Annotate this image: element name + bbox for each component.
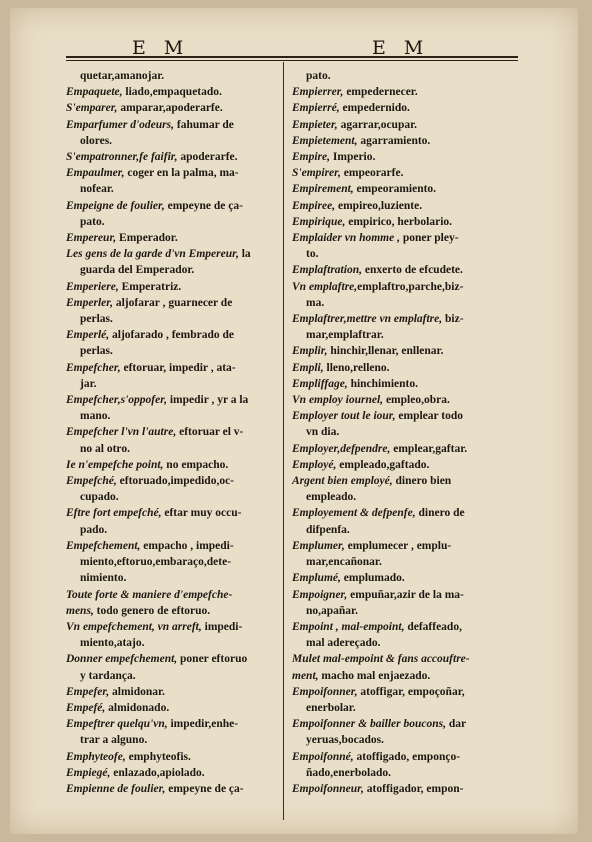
- dictionary-entry: [66, 749, 288, 765]
- entry-headword: Emphyteofe,: [66, 750, 126, 763]
- dictionary-entry: [66, 538, 288, 554]
- dictionary-entry: [292, 360, 516, 376]
- entry-translation: ma.: [306, 296, 325, 309]
- dictionary-entry: [292, 424, 516, 440]
- entry-translation: emplumado.: [340, 572, 405, 585]
- entry-translation: lleno,relleno.: [323, 361, 390, 374]
- entry-headword: Empefer,: [66, 685, 110, 698]
- entry-headword: Employé,: [292, 458, 337, 471]
- entry-translation: eftoruar el v-: [176, 426, 244, 439]
- entry-translation: enerbolar.: [306, 701, 356, 714]
- entry-translation: todo genero de eftoruo.: [93, 604, 211, 617]
- entry-translation: empedernecer.: [343, 86, 418, 99]
- dictionary-entry: [66, 619, 288, 635]
- entry-headword: S'emparer,: [66, 102, 118, 115]
- entry-translation: atoffigado, emponço-: [353, 750, 461, 763]
- entry-translation: mano.: [80, 410, 111, 423]
- entry-headword: Empoifonner & bailler boucons,: [292, 718, 446, 731]
- entry-translation: perlas.: [80, 313, 113, 326]
- dictionary-entry: [292, 554, 516, 570]
- entry-translation: pato.: [80, 215, 105, 228]
- entry-translation: aljofarar , guarnecer de: [112, 296, 233, 309]
- entry-headword: Empefcher,s'oppofer,: [66, 394, 167, 407]
- entry-headword: Empefché,: [66, 475, 117, 488]
- entry-headword: Empierrer,: [292, 86, 344, 99]
- entry-headword: Eftre fort empefché,: [66, 507, 162, 520]
- entry-translation: amparar,apoderarfe.: [117, 102, 223, 115]
- dictionary-entry: [66, 505, 288, 521]
- entry-translation: perlas.: [80, 345, 113, 358]
- entry-translation: Emperador.: [116, 232, 178, 245]
- header-rule: [66, 56, 518, 58]
- dictionary-entry: [292, 376, 516, 392]
- dictionary-entry: [66, 295, 288, 311]
- dictionary-entry: [292, 505, 516, 521]
- entry-translation: poner pley-: [399, 232, 459, 245]
- entry-translation: no al otro.: [80, 442, 130, 455]
- entry-translation: macho mal enjaezado.: [318, 669, 431, 682]
- right-column: [292, 68, 516, 797]
- entry-translation: nimiento.: [80, 572, 127, 585]
- dictionary-entry: [66, 84, 288, 100]
- entry-headword: Empiegé,: [66, 766, 111, 779]
- dictionary-entry: [292, 538, 516, 554]
- entry-translation: cupado.: [80, 491, 119, 504]
- dictionary-entry: [66, 716, 288, 732]
- entry-translation: miento,atajo.: [80, 637, 145, 650]
- entry-headword: Empire,: [292, 151, 331, 164]
- dictionary-entry: [66, 765, 288, 781]
- entry-translation: dinero de: [415, 507, 465, 520]
- entry-headword: S'empatronner,fe faifir,: [66, 151, 178, 164]
- dictionary-entry: [292, 198, 516, 214]
- dictionary-entry: [292, 327, 516, 343]
- entry-translation: empeyne de ça-: [164, 199, 243, 212]
- entry-headword: Empefcher,: [66, 361, 121, 374]
- entry-translation: no,apañar.: [306, 604, 358, 617]
- entry-translation: emplear todo: [395, 410, 464, 423]
- entry-headword: Les gens de la garde d'vn Empereur,: [66, 248, 239, 261]
- entry-headword: Employer tout le iour,: [292, 410, 396, 423]
- dictionary-entry: [292, 68, 516, 84]
- entry-translation: empleado.: [306, 491, 357, 504]
- dictionary-entry: [66, 311, 288, 327]
- dictionary-entry: [292, 149, 516, 165]
- dictionary-entry: [292, 749, 516, 765]
- running-head-right: E M: [372, 37, 430, 59]
- dictionary-entry: [292, 392, 516, 408]
- entry-headword: Empoifonner,: [292, 685, 358, 698]
- dictionary-entry: [292, 716, 516, 732]
- entry-translation: guarda del Emperador.: [80, 264, 195, 277]
- entry-translation: coger en la palma, ma-: [124, 167, 239, 180]
- entry-translation: agarramiento.: [357, 134, 431, 147]
- entry-headword: Empoigner,: [292, 588, 348, 601]
- dictionary-entry: [292, 684, 516, 700]
- dictionary-entry: [66, 149, 288, 165]
- dictionary-entry: [66, 603, 288, 619]
- dictionary-entry: [292, 295, 516, 311]
- entry-translation: quetar,amanojar.: [80, 70, 165, 82]
- dictionary-entry: [292, 781, 516, 797]
- entry-headword: Emplaftration,: [292, 264, 362, 277]
- entry-translation: jar.: [80, 377, 97, 390]
- entry-translation: pato.: [306, 70, 331, 82]
- entry-translation: empirico, herbolario.: [345, 215, 453, 228]
- entry-headword: Employer,defpendre,: [292, 442, 391, 455]
- dictionary-entry: [66, 700, 288, 716]
- entry-headword: Toute forte & maniere d'empefche-: [66, 588, 233, 601]
- dictionary-entry: [66, 133, 288, 149]
- entry-translation: empedernido.: [339, 102, 410, 115]
- entry-translation: apoderarfe.: [177, 151, 238, 164]
- entry-headword: Ie n'empefche point,: [66, 458, 164, 471]
- dictionary-entry: [292, 489, 516, 505]
- entry-translation: aljofarado , fembrado de: [109, 329, 235, 342]
- entry-headword: Empirement,: [292, 183, 354, 196]
- entry-headword: Empereur,: [66, 232, 117, 245]
- entry-translation: hinchimiento.: [347, 377, 418, 390]
- entry-translation: trar a alguno.: [80, 734, 148, 747]
- entry-headword: Empefcher l'vn l'autre,: [66, 426, 177, 439]
- entry-translation: empleo,obra.: [383, 394, 450, 407]
- entry-headword: Emperlé,: [66, 329, 110, 342]
- dictionary-entry: [66, 554, 288, 570]
- dictionary-entry: [292, 165, 516, 181]
- entry-translation: atoffigador, empon-: [363, 782, 464, 795]
- dictionary-entry: [66, 343, 288, 359]
- entry-translation: impedir,enhe-: [167, 718, 239, 731]
- entry-headword: Argent bien employé,: [292, 475, 393, 488]
- dictionary-entry: [292, 133, 516, 149]
- dictionary-entry: [66, 408, 288, 424]
- entry-translation: fahumar de: [174, 118, 234, 131]
- entry-headword: Empeftrer quelqu'vn,: [66, 718, 168, 731]
- entry-translation: almidonar.: [109, 685, 165, 698]
- dictionary-entry: [66, 441, 288, 457]
- entry-headword: Empienne de foulier,: [66, 782, 166, 795]
- entry-headword: Empiree,: [292, 199, 336, 212]
- dictionary-entry: [292, 181, 516, 197]
- entry-headword: Mulet mal-empoint & fans accouftre-: [292, 653, 470, 666]
- entry-headword: mens,: [66, 604, 94, 617]
- dictionary-entry: [66, 489, 288, 505]
- dictionary-entry: [292, 635, 516, 651]
- entry-translation: olores.: [80, 134, 113, 147]
- dictionary-entry: [292, 230, 516, 246]
- entry-headword: Empaquete,: [66, 86, 123, 99]
- entry-translation: dinero bien: [392, 475, 452, 488]
- dictionary-entry: [66, 68, 288, 84]
- dictionary-entry: [292, 473, 516, 489]
- entry-translation: poner eftoruo: [177, 653, 248, 666]
- entry-translation: mar,emplaftrar.: [306, 329, 384, 342]
- entry-translation: liado,empaquetado.: [122, 86, 222, 99]
- dictionary-entry: [66, 376, 288, 392]
- header-rule-thin: [66, 60, 518, 61]
- entry-translation: emplear,gaftar.: [390, 442, 468, 455]
- dictionary-entry: [292, 619, 516, 635]
- dictionary-entry: [66, 668, 288, 684]
- dictionary-entry: [66, 781, 288, 797]
- dictionary-entry: [292, 570, 516, 586]
- dictionary-entry: [292, 587, 516, 603]
- dictionary-entry: [292, 343, 516, 359]
- dictionary-entry: [292, 765, 516, 781]
- entry-headword: Empli,: [292, 361, 324, 374]
- dictionary-entry: [292, 668, 516, 684]
- entry-headword: Donner empefchement,: [66, 653, 178, 666]
- entry-translation: empeoramiento.: [353, 183, 437, 196]
- entry-translation: la: [238, 248, 251, 261]
- entry-translation: eftar muy occu-: [161, 507, 242, 520]
- entry-headword: Empoifonné,: [292, 750, 354, 763]
- dictionary-entry: [292, 279, 516, 295]
- dictionary-entry: [66, 117, 288, 133]
- dictionary-entry: [66, 424, 288, 440]
- entry-translation: dar: [446, 718, 467, 731]
- entry-translation: eftoruar, impedir , ata-: [120, 361, 236, 374]
- dictionary-entry: [292, 262, 516, 278]
- dictionary-entry: [66, 279, 288, 295]
- entry-headword: Emplaider vn homme ,: [292, 232, 400, 245]
- dictionary-entry: [66, 214, 288, 230]
- dictionary-entry: [66, 635, 288, 651]
- entry-translation: enlazado,apiolado.: [110, 766, 205, 779]
- entry-headword: Emplumé,: [292, 572, 341, 585]
- dictionary-entry: [66, 587, 288, 603]
- dictionary-entry: [292, 700, 516, 716]
- dictionary-entry: [66, 181, 288, 197]
- entry-headword: Empietement,: [292, 134, 358, 147]
- dictionary-entry: [66, 165, 288, 181]
- entry-translation: empeyne de ça-: [165, 782, 244, 795]
- dictionary-entry: [66, 392, 288, 408]
- dictionary-entry: [66, 732, 288, 748]
- entry-headword: Empaulmer,: [66, 167, 125, 180]
- entry-translation: emphyteofis.: [125, 750, 191, 763]
- entry-headword: Empoint , mal-empoint,: [292, 620, 405, 633]
- dictionary-entry: [292, 84, 516, 100]
- entry-translation: difpenfa.: [306, 523, 350, 536]
- entry-headword: Emperler,: [66, 296, 113, 309]
- entry-headword: Empierré,: [292, 102, 340, 115]
- dictionary-entry: [66, 327, 288, 343]
- entry-headword: Empeigne de foulier,: [66, 199, 165, 212]
- left-column: [66, 68, 288, 797]
- dictionary-entry: [66, 651, 288, 667]
- dictionary-entry: [292, 246, 516, 262]
- entry-translation: Imperio.: [330, 151, 376, 164]
- entry-translation: pado.: [80, 523, 108, 536]
- entry-headword: Empoifonneur,: [292, 782, 364, 795]
- entry-translation: vn dia.: [306, 426, 340, 439]
- dictionary-entry: [66, 473, 288, 489]
- dictionary-entry: [292, 441, 516, 457]
- entry-translation: emplaftro,parche,biz-: [357, 280, 464, 293]
- entry-translation: hinchir,llenar, enllenar.: [327, 345, 444, 358]
- entry-headword: Emplumer,: [292, 539, 345, 552]
- entry-translation: mar,encañonar.: [306, 556, 382, 569]
- entry-headword: Empirique,: [292, 215, 346, 228]
- entry-headword: Emplaftrer,mettre vn emplaftre,: [292, 313, 443, 326]
- entry-translation: Emperatriz.: [118, 280, 182, 293]
- entry-translation: ñado,enerbolado.: [306, 766, 391, 779]
- dictionary-entry: [292, 100, 516, 116]
- entry-headword: Empefchement,: [66, 539, 141, 552]
- entry-translation: mal adereçado.: [306, 637, 381, 650]
- entry-translation: miento,eftoruo,embaraço,dete-: [80, 556, 232, 569]
- entry-translation: no empacho.: [163, 458, 229, 471]
- entry-headword: ment,: [292, 669, 319, 682]
- entry-translation: biz-: [442, 313, 464, 326]
- entry-translation: empireo,luziente.: [335, 199, 423, 212]
- entry-headword: Employement & defpenfe,: [292, 507, 416, 520]
- entry-translation: impedir , yr a la: [166, 394, 249, 407]
- dictionary-entry: [292, 408, 516, 424]
- dictionary-entry: [292, 214, 516, 230]
- entry-headword: Empliffage,: [292, 377, 348, 390]
- entry-translation: nofear.: [80, 183, 114, 196]
- entry-translation: atoffigar, empoçoñar,: [357, 685, 465, 698]
- entry-translation: agarrar,ocupar.: [337, 118, 418, 131]
- dictionary-entry: [66, 262, 288, 278]
- dictionary-entry: [66, 246, 288, 262]
- dictionary-entry: [66, 522, 288, 538]
- dictionary-entry: [292, 311, 516, 327]
- entry-translation: defaffeado,: [404, 620, 462, 633]
- entry-translation: eftoruado,impedido,oc-: [116, 475, 235, 488]
- entry-headword: Empieter,: [292, 118, 338, 131]
- entry-headword: Empefé,: [66, 701, 106, 714]
- dictionary-entry: [66, 230, 288, 246]
- dictionary-entry: [292, 457, 516, 473]
- entry-headword: Emplir,: [292, 345, 328, 358]
- entry-headword: Vn emplaftre,: [292, 280, 358, 293]
- dictionary-entry: [66, 198, 288, 214]
- entry-translation: y tardança.: [80, 669, 136, 682]
- entry-headword: Vn employ iournel,: [292, 394, 384, 407]
- dictionary-entry: [66, 684, 288, 700]
- dictionary-entry: [66, 457, 288, 473]
- entry-translation: almidonado.: [105, 701, 170, 714]
- entry-translation: empacho , impedi-: [140, 539, 234, 552]
- dictionary-entry: [292, 117, 516, 133]
- entry-headword: Emparfumer d'odeurs,: [66, 118, 174, 131]
- entry-translation: enxerto de efcudete.: [361, 264, 463, 277]
- dictionary-entry: [292, 603, 516, 619]
- dictionary-entry: [292, 522, 516, 538]
- dictionary-entry: [292, 732, 516, 748]
- dictionary-entry: [292, 651, 516, 667]
- dictionary-entry: [66, 570, 288, 586]
- running-head-left: E M: [132, 37, 190, 59]
- entry-translation: to.: [306, 248, 319, 261]
- entry-translation: empuñar,azir de la ma-: [347, 588, 464, 601]
- entry-headword: Emperiere,: [66, 280, 119, 293]
- entry-translation: empleado,gaftado.: [336, 458, 430, 471]
- entry-translation: emplumecer , emplu-: [344, 539, 452, 552]
- entry-translation: yeruas,bocados.: [306, 734, 384, 747]
- entry-headword: S'empirer,: [292, 167, 341, 180]
- entry-headword: Vn empefchement, vn arreft,: [66, 620, 202, 633]
- entry-translation: empeorarfe.: [340, 167, 404, 180]
- entry-translation: impedi-: [201, 620, 243, 633]
- dictionary-entry: [66, 100, 288, 116]
- dictionary-entry: [66, 360, 288, 376]
